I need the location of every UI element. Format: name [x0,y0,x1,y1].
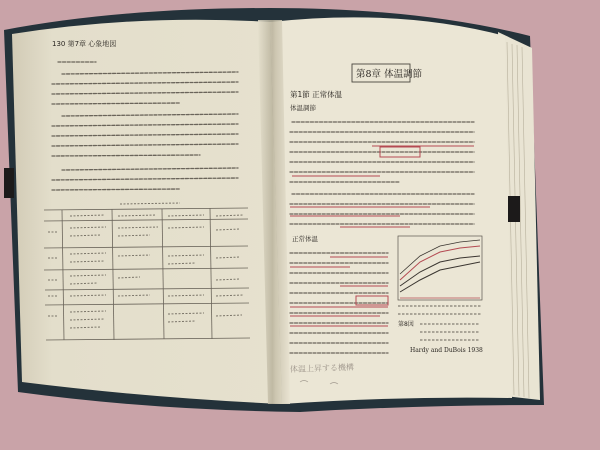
figure-caption: Hardy and DuBois 1938 [410,347,483,354]
section-heading: 第1節 正常体温 [290,90,343,99]
left-running-head: 130 第7章 心象地図 [52,40,117,48]
subheading-thermoregulation: 体温調節 [290,104,316,112]
binding-tab [4,168,14,198]
chapter-heading: 第8章 体温調節 [356,69,423,80]
figure-label: 第8図 [398,321,414,328]
binding-tab [508,196,520,222]
handwritten-note: 体温上昇する機構 [289,362,355,374]
subheading-normal-temperature: 正常体温 [292,235,318,243]
left-page [12,20,282,404]
